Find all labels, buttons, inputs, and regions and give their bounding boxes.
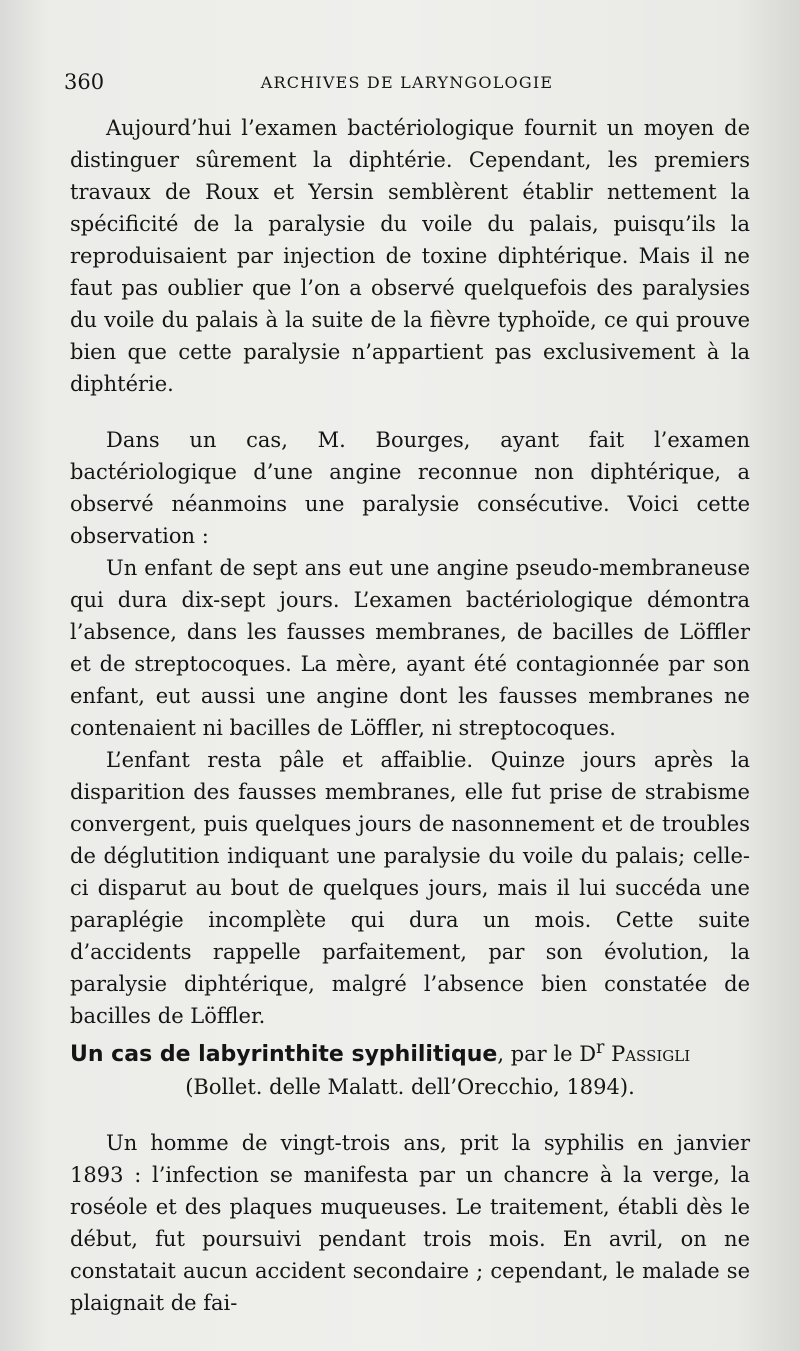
- section-paragraph: Un homme de vingt-trois ans, prit la syphilis en janvier 1893 : l’infection se manifesta par un chancre à la verge, la roséole et des plaques muqueuses. Le traitement, établi dès le début, fut poursuivi pendant trois mois. En avril, on ne constatait aucun accident secondaire ; cependant, le malade se plaignait de fai-: [70, 1131, 750, 1315]
- paragraph-3: Un enfant de sept ans eut une angine pseudo-membraneuse qui dura dix-sept jours. L’examen bactériologique démontra l’absence, dans les fausses membranes, de bacilles de Löffler et de streptocoques. La mère, ayant été contagionnée par son enfant, eut aussi une angine dont les fausses membranes ne contenaient ni bacilles de Löffler, ni streptocoques.: [70, 556, 750, 740]
- paragraph-1: Aujourd’hui l’examen bactériologique fournit un moyen de distinguer sûrement la diphtérie. Cependant, les premiers travaux de Roux et Yersin semblèrent établir nettement la spécificité de la paralysie du voile du palais, puisqu’ils la reproduisaient par injection de toxine diphtérique. Mais il ne faut pas oublier que l’on a observé quelquefois des paralysies du voile du palais à la suite de la fièvre typhoïde, ce qui prouve bien que cette paralysie n’appartient pas exclusivement à la diphtérie.: [70, 116, 750, 396]
- running-title: ARCHIVES DE LARYNGOLOGIE: [260, 73, 554, 92]
- section-title: Un cas de labyrinthite syphilitique: [70, 1042, 498, 1067]
- paragraph-2: Dans un cas, M. Bourges, ayant fait l’examen bactériologique d’une angine reconnue non diphtérique, a observé néanmoins une paralysie consécutive. Voici cette observation :: [70, 428, 750, 548]
- section-author: Passigli: [604, 1042, 691, 1066]
- section-dr-sup: r: [596, 1038, 605, 1058]
- section-heading: [70, 1032, 750, 1071]
- section-citation: (Bollet. delle Malatt. dell’Orecchio, 1894).: [185, 1075, 635, 1099]
- body-text: [70, 112, 750, 1319]
- paragraph-4: L’enfant resta pâle et affaiblie. Quinze jours après la disparition des fausses membranes, elle fut prise de strabisme convergent, puis quelques jours de nasonnement et de troubles de déglutition indiquant une paralysie du voile du palais; celle-ci disparut au bout de quelques jours, mais il lui succéda une paraplégie incomplète qui dura un mois. Cette suite d’accidents rappelle parfaitement, par son évolution, la paralysie diphtérique, malgré l’absence bien constatée de bacilles de Löffler.: [70, 748, 750, 1028]
- section-by: , par le D: [497, 1042, 597, 1066]
- running-header: [64, 70, 750, 100]
- page-number: 360: [64, 70, 105, 94]
